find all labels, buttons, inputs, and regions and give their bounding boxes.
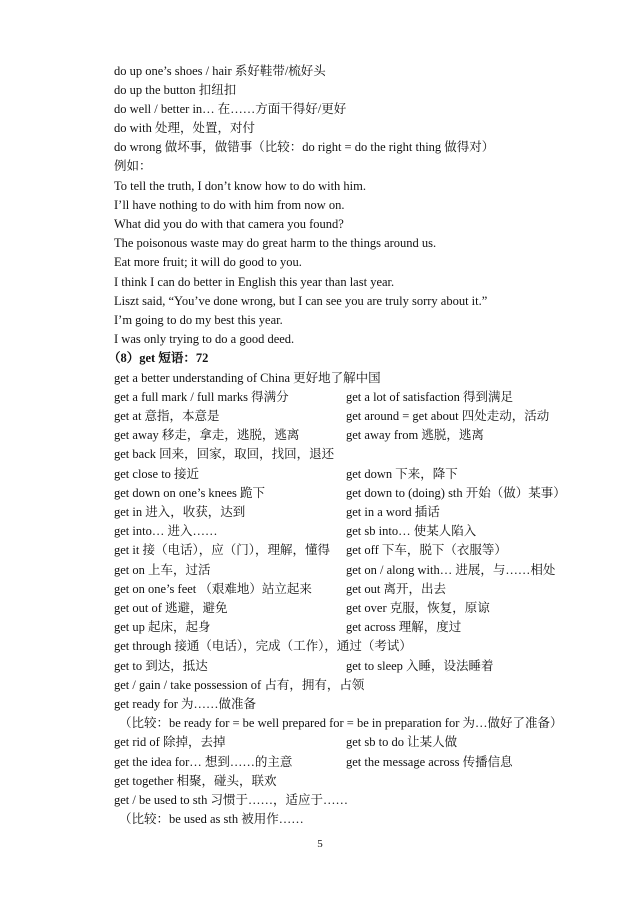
phrase-left: get down on one’s knees 跪下 — [114, 486, 266, 500]
phrase-left: get close to 接近 — [114, 467, 200, 481]
comparison-note: （比较：be used as sth 被用作…… — [119, 812, 304, 826]
phrase-right: get sb to do 让某人做 — [346, 735, 458, 749]
phrase-right: get in a word 插话 — [346, 505, 440, 519]
phrase-left: get on one’s feet （艰难地）站立起来 — [114, 582, 312, 596]
phrase-right: get across 理解，度过 — [346, 620, 462, 634]
text-line: I was only trying to do a good deed. — [114, 332, 295, 346]
section-heading: （8）get 短语：72 — [108, 351, 209, 365]
text-line: do with 处理，处置，对付 — [114, 121, 255, 135]
phrase-line: get together 相聚，碰头，联欢 — [114, 774, 277, 788]
text-line: Eat more fruit; it will do good to you. — [114, 255, 302, 269]
comparison-note: （比较：be ready for = be well prepared for = be in preparation for 为…做好了准备） — [119, 716, 563, 730]
phrase-right: get sb into… 使某人陷入 — [346, 524, 477, 538]
text-line: do wrong 做坏事，做错事（比较：do right = do the right thing 做得对） — [114, 140, 495, 154]
phrase-left: get the idea for… 想到……的主意 — [114, 755, 293, 769]
text-line: Liszt said, “You’ve done wrong, but I can see you are truly sorry about it.” — [114, 294, 488, 308]
phrase-left: get rid of 除掉，去掉 — [114, 735, 226, 749]
phrase-left: get up 起床，起身 — [114, 620, 211, 634]
phrase-left: get a full mark / full marks 得满分 — [114, 390, 289, 404]
text-line: To tell the truth, I don’t know how to do with him. — [114, 179, 367, 193]
text-line: The poisonous waste may do great harm to the things around us. — [114, 236, 437, 250]
phrase-line: get / gain / take possession of 占有，拥有，占领 — [114, 678, 365, 692]
text-line: I’m going to do my best this year. — [114, 313, 283, 327]
phrase-line: get ready for 为……做准备 — [114, 697, 256, 711]
phrase-right: get out 离开，出去 — [346, 582, 446, 596]
phrase-right: get the message across 传播信息 — [346, 755, 513, 769]
phrase-left: get on 上车，过活 — [114, 563, 211, 577]
phrase-line: get a better understanding of China 更好地了解中国 — [114, 371, 381, 385]
phrase-left: get away 移走，拿走，逃脱，逃离 — [114, 428, 300, 442]
phrase-right: get to sleep 入睡，设法睡着 — [346, 659, 494, 673]
text-line: do up one’s shoes / hair 系好鞋带/梳好头 — [114, 64, 326, 78]
text-line: do well / better in… 在……方面干得好/更好 — [114, 102, 347, 116]
phrase-line: get / be used to sth 习惯于……，适应于…… — [114, 793, 349, 807]
page-number: 5 — [317, 838, 323, 850]
phrase-right: get on / along with… 进展，与……相处 — [346, 563, 556, 577]
phrase-right: get down to (doing) sth 开始（做）某事） — [346, 486, 566, 500]
phrase-right: get down 下来，降下 — [346, 467, 458, 481]
text-line: do up the button 扣纽扣 — [114, 83, 237, 97]
phrase-left: get into… 进入…… — [114, 524, 218, 538]
text-line: I think I can do better in English this year than last year. — [114, 275, 395, 289]
text-line: I’ll have nothing to do with him from now on. — [114, 198, 345, 212]
text-line: What did you do with that camera you found? — [114, 217, 344, 231]
phrase-line: get back 回来，回家，取回，找回，退还 — [114, 447, 335, 461]
phrase-line: get through 接通（电话），完成（工作），通过（考试） — [114, 639, 412, 653]
phrase-right: get over 克服，恢复，原谅 — [346, 601, 490, 615]
phrase-right: get a lot of satisfaction 得到满足 — [346, 390, 513, 404]
phrase-right: get away from 逃脱，逃离 — [346, 428, 484, 442]
phrase-right: get around = get about 四处走动，活动 — [346, 409, 550, 423]
phrase-left: get in 进入，收获，达到 — [114, 505, 246, 519]
phrase-left: get at 意指，本意是 — [114, 409, 220, 423]
phrase-left: get out of 逃避，避免 — [114, 601, 228, 615]
phrase-left: get to 到达，抵达 — [114, 659, 208, 673]
text-line: 例如： — [114, 159, 152, 173]
phrase-left: get it 接（电话），应（门），理解，懂得 — [114, 543, 330, 557]
phrase-right: get off 下车，脱下（衣服等） — [346, 543, 507, 557]
